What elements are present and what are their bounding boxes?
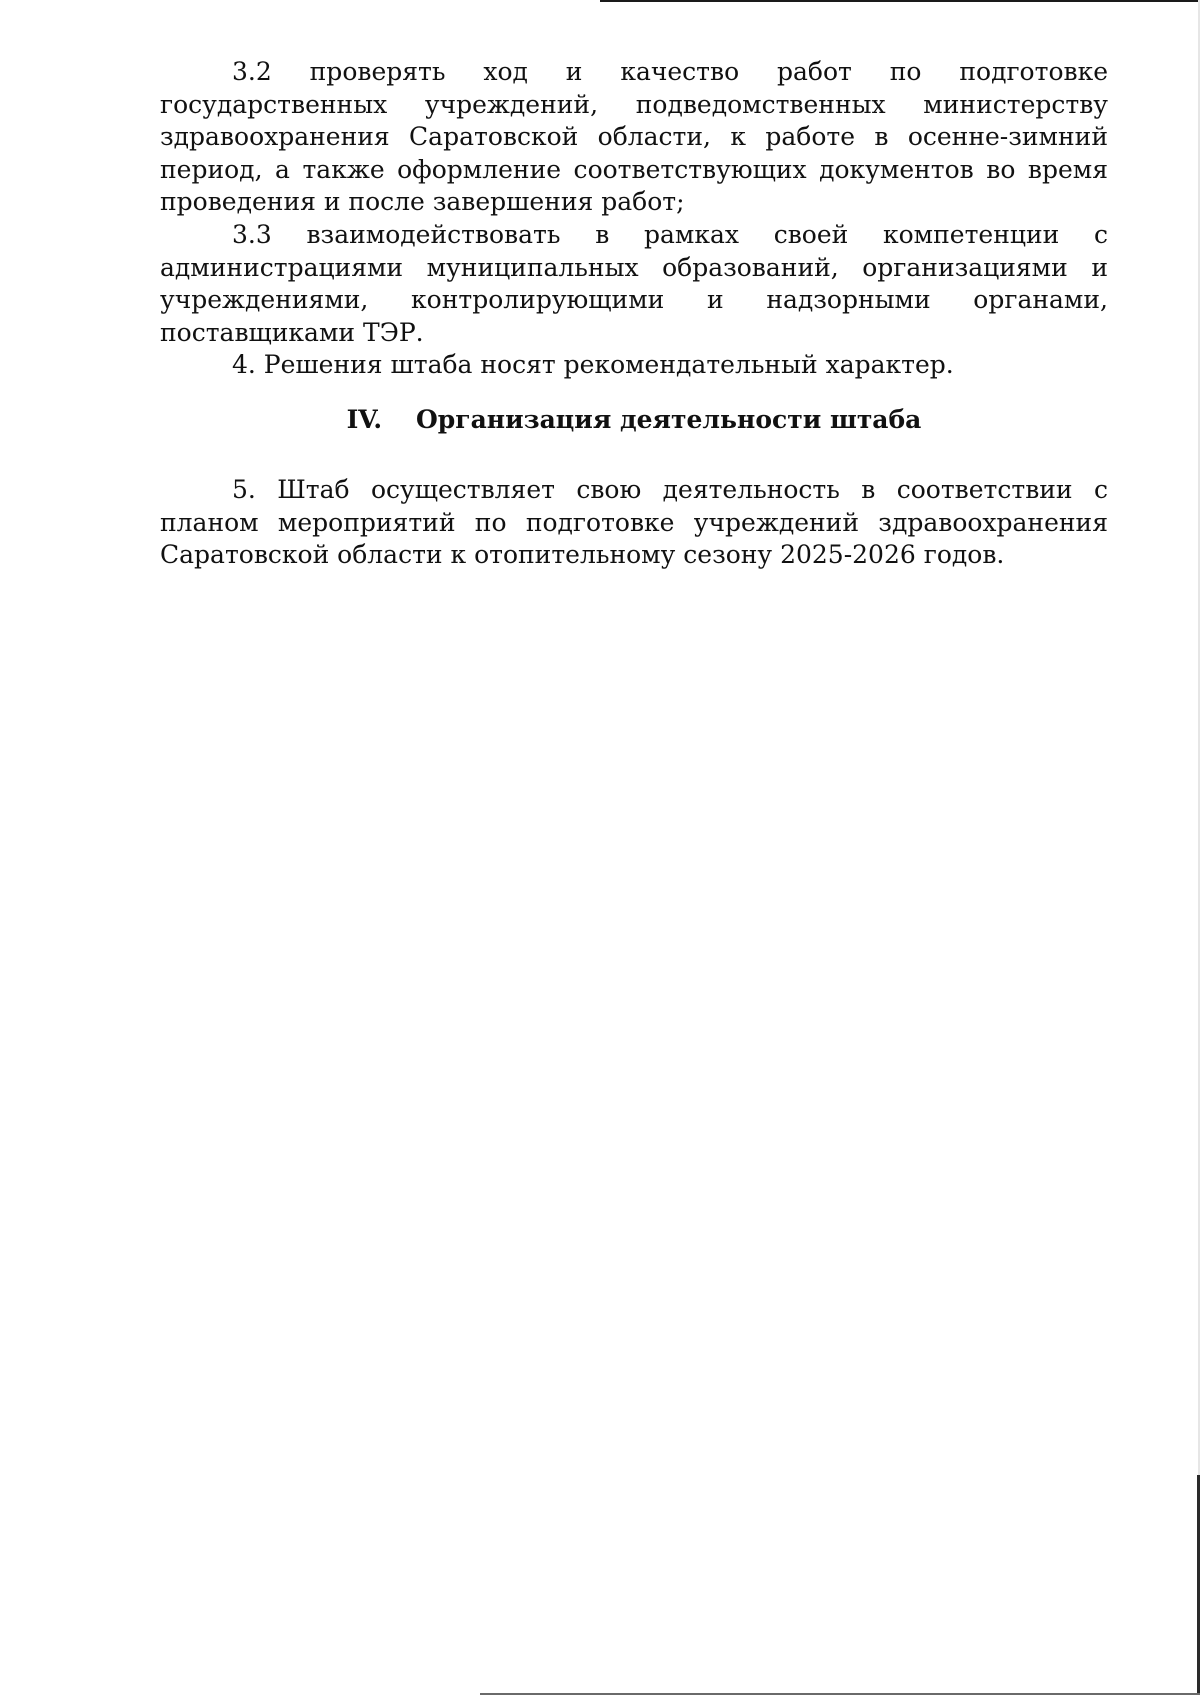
section-number: IV. [346, 404, 383, 434]
document-body [160, 56, 1108, 572]
paragraph-4: 4. Решения штаба носят рекомендательный характер. [232, 350, 954, 380]
section-heading [160, 404, 1108, 436]
paragraph-3-3: 3.3 взаимодействовать в рамках своей компетенции с администрациями муниципальных образований, организациями и учреждениями, контролирующими и надзорными органами, поставщиками ТЭР. [160, 219, 1108, 347]
paragraph-5: 5. Штаб осуществляет свою деятельность в соответствии с планом мероприятий по подготовке учреждений здравоохранения Саратовской области к отопительному сезону 2025-2026 годов. [160, 474, 1108, 570]
scan-edge-top [600, 0, 1200, 2]
paragraph-3-2: 3.2 проверять ход и качество работ по подготовке государственных учреждений, подведомственных министерству здравоохранения Саратовской области, к работе в осенне-зимний период, а также оформление соответствующих документов во время проведения и после завершения работ; [160, 57, 1108, 217]
section-title: Организация деятельности штаба [416, 404, 922, 434]
